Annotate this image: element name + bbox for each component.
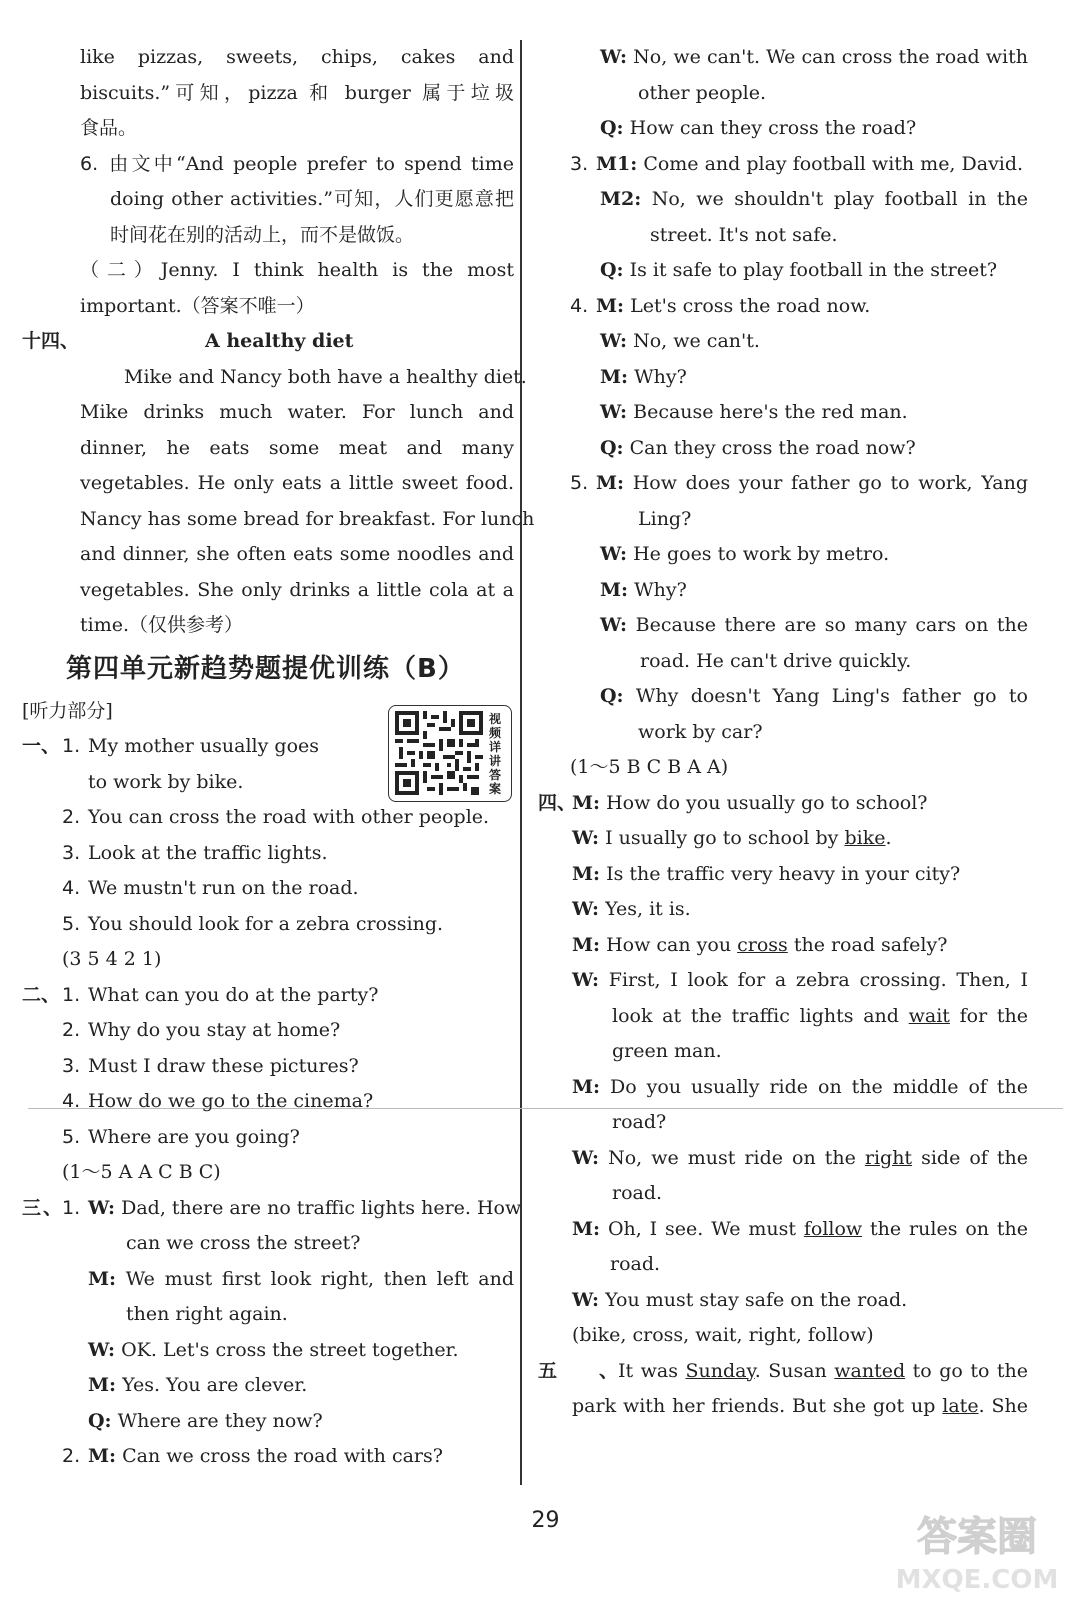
- answer-blank: right: [864, 1146, 913, 1169]
- s2-item-4: 4. How do we go to the cinema?: [62, 1090, 374, 1112]
- dialog-line: M: Yes. You are clever.: [88, 1374, 308, 1396]
- s1-item-3: 3. Look at the traffic lights.: [62, 841, 328, 864]
- dialog-line: M2: No, we shouldn't play football in the: [600, 188, 1029, 210]
- s4-line: M: How can you cross the road safely?: [572, 933, 948, 956]
- listening-label: [听力部分]: [22, 699, 113, 722]
- question-line: Q: How can they cross the road?: [600, 117, 917, 139]
- s4-line: M: Do you usually ride on the middle of the: [572, 1075, 1028, 1098]
- s4-line: M: Oh, I see. We must follow the rules on the: [572, 1217, 1028, 1240]
- qr-caption: 视频详讲答案: [488, 712, 501, 796]
- section-label: 二、: [22, 983, 61, 1006]
- answer-blank: wait: [908, 1004, 950, 1027]
- s4-line: W: Yes, it is.: [572, 898, 691, 920]
- qr-code-icon: [395, 711, 483, 795]
- s2-item-3: 3. Must I draw these pictures?: [62, 1054, 359, 1077]
- right-column: [538, 40, 1028, 1425]
- s4-line: road?: [612, 1111, 667, 1133]
- essay-line: time.（仅供参考）: [80, 614, 244, 636]
- essay-line: Nancy has some bread for breakfast. For lunch: [80, 507, 535, 530]
- s4-line: green man.: [612, 1040, 722, 1062]
- question-line: Q: Why doesn't Yang Ling's father go to: [600, 685, 1028, 707]
- dialog-line: W: Because here's the red man.: [600, 401, 908, 423]
- text-line: like pizzas, sweets, chips, cakes and: [80, 46, 514, 68]
- s4-line: M: Is the traffic very heavy in your city?: [572, 862, 961, 885]
- s4-line: road.: [612, 1182, 663, 1204]
- dialog-line: then right again.: [126, 1303, 288, 1325]
- section-label: 四、: [538, 791, 577, 814]
- s3-dialog-2: 2. M: Can we cross the road with cars?: [62, 1445, 443, 1467]
- dialog-line: street. It's not safe.: [650, 223, 838, 246]
- s2-item-2: 2. Why do you stay at home?: [62, 1019, 341, 1041]
- s3-dialog-4: 4. M: Let's cross the road now.: [570, 294, 871, 317]
- essay-line: and dinner, she often eats some noodles and: [80, 543, 514, 565]
- section-label: 三、: [22, 1196, 62, 1219]
- part-2-answer: （二）Jenny. I think health is the most: [80, 259, 514, 281]
- answer-blank: Sunday: [685, 1359, 755, 1382]
- answer-blank: wanted: [834, 1359, 906, 1382]
- answer-blank: cross: [737, 933, 788, 956]
- essay-title: A healthy diet: [205, 330, 354, 352]
- dialog-line: M: Why?: [600, 365, 687, 388]
- dialog-line: can we cross the street?: [126, 1232, 361, 1254]
- answer-line: (bike, cross, wait, right, follow): [572, 1324, 874, 1346]
- s5-line: park with her friends. But she got up late. She: [572, 1395, 1028, 1417]
- section-label: 一、: [22, 735, 61, 757]
- s4-line: W: First, I look for a zebra crossing. Then, I: [572, 969, 1028, 991]
- text-line: 时间花在别的活动上，而不是做饭。: [110, 223, 415, 246]
- answer-line: (3 5 4 2 1): [62, 948, 162, 970]
- dialog-line: road. He can't drive quickly.: [640, 649, 912, 672]
- s1-item-2: 2. You can cross the road with other people.: [62, 806, 490, 828]
- s3-dialog-1: 三、1. W: Dad, there are no traffic lights here. How: [22, 1191, 514, 1227]
- s4-line: W: No, we must ride on the right side of the: [572, 1146, 1028, 1169]
- dialog-line: Ling?: [638, 507, 692, 530]
- answer-line: (1～5 A A C B C): [62, 1161, 221, 1183]
- section-label: 五、: [538, 1359, 618, 1382]
- section-label: 十四、: [22, 330, 80, 352]
- qr-code[interactable]: [388, 705, 512, 802]
- text-line: 食品。: [80, 117, 138, 139]
- dialog-line: other people.: [638, 81, 767, 104]
- item-6: 6. 由文中“And people prefer to spend time: [22, 147, 514, 183]
- svg-text:答案圈: 答案圈: [917, 1514, 1037, 1560]
- item-number: 6.: [80, 152, 99, 175]
- text-line: biscuits.”可知，pizza 和 burger 属于垃圾: [80, 81, 514, 104]
- answer-blank: bike: [844, 827, 886, 849]
- s4-line: W: You must stay safe on the road.: [572, 1288, 908, 1311]
- s1-item-1: 一、 1. My mother usually goes: [22, 729, 514, 765]
- s3-dialog-3: 3. M1: Come and play football with me, David.: [570, 152, 1024, 175]
- dialog-line: W: He goes to work by metro.: [600, 543, 890, 565]
- s1-item-5: 5. You should look for a zebra crossing.: [62, 912, 444, 935]
- dialog-line: M: Why?: [600, 578, 687, 601]
- watermark-logo: [882, 1500, 1072, 1596]
- text-line: to work by bike.: [88, 770, 244, 793]
- text-line: doing other activities.”可知，人们更愿意把: [110, 188, 514, 210]
- dialog-line: W: OK. Let's cross the street together.: [88, 1338, 459, 1361]
- essay-line: Mike and Nancy both have a healthy diet.: [124, 365, 527, 388]
- answer-line: (1～5 B C B A A): [570, 756, 729, 778]
- section-14-header: [22, 324, 514, 360]
- question-line: work by car?: [638, 720, 763, 743]
- question-line: Q: Where are they now?: [88, 1409, 323, 1432]
- s4-line: 四、M: How do you usually go to school?: [538, 786, 1028, 822]
- essay-line: vegetables. She only drinks a little cola at a: [80, 578, 514, 601]
- svg-text:MXQE.COM: MXQE.COM: [895, 1565, 1059, 1595]
- unit-title: 第四单元新趋势题提优训练（B）: [66, 653, 465, 684]
- essay-line: vegetables. He only eats a little sweet food.: [80, 472, 514, 494]
- answer-blank: follow: [803, 1217, 863, 1240]
- answer-blank: late: [942, 1395, 979, 1417]
- essay-line: Mike drinks much water. For lunch and: [80, 401, 514, 423]
- dialog-line: W: No, we can't. We can cross the road with: [600, 46, 1028, 68]
- s4-line: W: I usually go to school by bike.: [572, 827, 892, 849]
- dialog-line: M: We must first look right, then left and: [88, 1267, 514, 1290]
- dialog-line: W: Because there are so many cars on the: [600, 614, 1028, 636]
- s1-item-4: 4. We mustn't run on the road.: [62, 877, 359, 899]
- dialog-line: W: No, we can't.: [600, 330, 760, 352]
- s2-item-5: 5. Where are you going?: [62, 1125, 300, 1148]
- s3-dialog-5: 5. M: How does your father go to work, Yang: [570, 472, 1028, 494]
- essay-line: dinner, he eats some meat and many: [80, 436, 514, 459]
- text-line: important.（答案不唯一）: [80, 294, 315, 317]
- page-number: 29: [531, 1508, 560, 1533]
- s5-line: 五、It was Sunday. Susan wanted to go to the: [538, 1354, 1028, 1390]
- question-line: Q: Is it safe to play football in the street?: [600, 259, 998, 281]
- column-divider: [520, 40, 522, 1485]
- s2-item-1: 二、 1. What can you do at the party?: [22, 978, 514, 1014]
- s4-line: road.: [610, 1253, 661, 1275]
- s4-line: look at the traffic lights and wait for the: [612, 1004, 1029, 1027]
- question-line: Q: Can they cross the road now?: [600, 436, 916, 459]
